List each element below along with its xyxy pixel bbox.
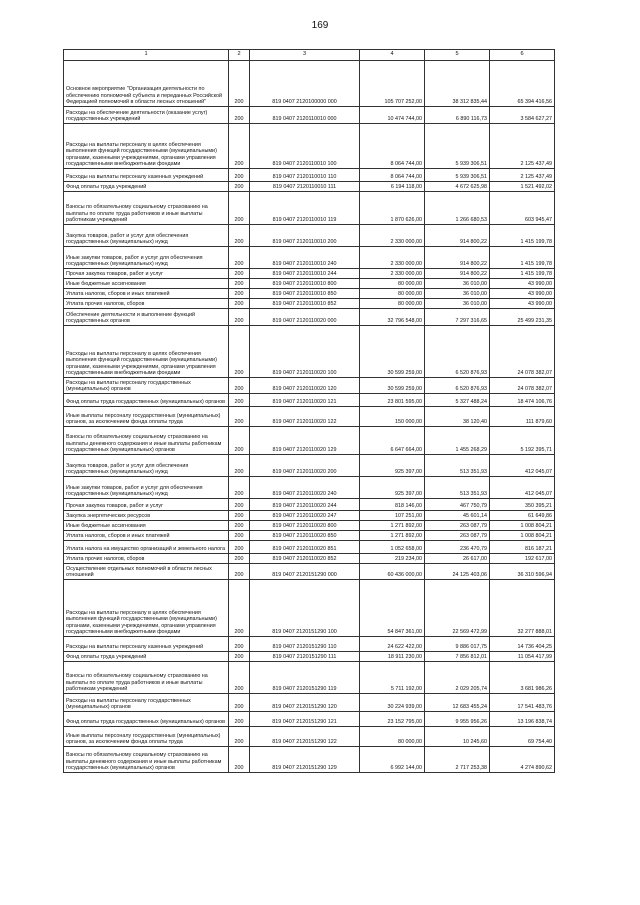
header-cell: 2 xyxy=(229,50,250,61)
row-budget-code: 819 0407 2120110020 850 xyxy=(250,531,360,541)
row-executed-amount: 5 939 306,51 xyxy=(425,169,490,182)
header-cell: 3 xyxy=(250,50,360,61)
row-executed-amount: 263 087,79 xyxy=(425,521,490,531)
row-executed-amount: 36 010,00 xyxy=(425,289,490,299)
row-remaining-amount: 43 990,00 xyxy=(490,279,555,289)
row-description: Взносы по обязательному социальному страхованию на выплаты по оплате труда работников и иные выплаты работникам учреждений xyxy=(64,662,229,694)
row-budget-code: 819 0407 2120151290 120 xyxy=(250,694,360,712)
row-remaining-amount: 2 125 437,49 xyxy=(490,124,555,169)
row-executed-amount: 2 029 205,74 xyxy=(425,662,490,694)
row-budget-code: 819 0407 2120110020 121 xyxy=(250,394,360,407)
row-approved-amount: 2 330 000,00 xyxy=(360,247,425,269)
row-remaining-amount: 13 196 838,74 xyxy=(490,712,555,727)
row-executed-amount: 6 520 876,93 xyxy=(425,378,490,394)
row-remaining-amount: 3 681 986,26 xyxy=(490,662,555,694)
row-description: Уплата налогов, сборов и иных платежей xyxy=(64,531,229,541)
table-row xyxy=(64,521,555,531)
row-executed-amount: 6 520 876,93 xyxy=(425,326,490,378)
row-executed-amount: 5 939 306,51 xyxy=(425,124,490,169)
row-type-code: 200 xyxy=(229,269,250,279)
table-row xyxy=(64,192,555,225)
row-type-code: 200 xyxy=(229,407,250,427)
row-type-code: 200 xyxy=(229,279,250,289)
row-remaining-amount: 36 310 596,94 xyxy=(490,564,555,580)
table-row xyxy=(64,326,555,378)
row-description: Закупка энергетических ресурсов xyxy=(64,511,229,521)
row-approved-amount: 23 152 795,00 xyxy=(360,712,425,727)
row-type-code: 200 xyxy=(229,192,250,225)
row-remaining-amount: 603 945,47 xyxy=(490,192,555,225)
row-type-code: 200 xyxy=(229,225,250,247)
row-budget-code: 819 0407 2120110010 240 xyxy=(250,247,360,269)
row-approved-amount: 219 234,00 xyxy=(360,554,425,564)
row-budget-code: 819 0407 2120151290 100 xyxy=(250,580,360,637)
row-type-code: 200 xyxy=(229,637,250,652)
row-approved-amount: 54 847 361,00 xyxy=(360,580,425,637)
row-description: Фонд оплаты труда учреждений xyxy=(64,182,229,192)
table-row xyxy=(64,124,555,169)
row-description: Уплата прочих налогов, сборов xyxy=(64,554,229,564)
row-budget-code: 819 0407 2120110020 851 xyxy=(250,541,360,554)
row-budget-code: 819 0407 2120151290 122 xyxy=(250,727,360,747)
row-remaining-amount: 5 192 395,71 xyxy=(490,427,555,455)
row-approved-amount: 80 000,00 xyxy=(360,727,425,747)
row-approved-amount: 105 707 252,00 xyxy=(360,61,425,107)
table-row xyxy=(64,309,555,326)
header-cell: 6 xyxy=(490,50,555,61)
row-approved-amount: 1 271 892,00 xyxy=(360,521,425,531)
row-executed-amount: 12 683 455,24 xyxy=(425,694,490,712)
table-row xyxy=(64,455,555,477)
row-description: Прочая закупка товаров, работ и услуг xyxy=(64,269,229,279)
row-type-code: 200 xyxy=(229,694,250,712)
row-budget-code: 819 0407 2120110020 200 xyxy=(250,455,360,477)
row-type-code: 200 xyxy=(229,511,250,521)
row-approved-amount: 925 397,00 xyxy=(360,455,425,477)
row-remaining-amount: 25 499 231,35 xyxy=(490,309,555,326)
row-executed-amount: 22 569 472,99 xyxy=(425,580,490,637)
row-remaining-amount: 816 187,21 xyxy=(490,541,555,554)
row-remaining-amount: 61 649,86 xyxy=(490,511,555,521)
row-remaining-amount: 4 274 890,62 xyxy=(490,747,555,773)
table-row xyxy=(64,637,555,652)
row-budget-code: 819 0407 2120110010 852 xyxy=(250,299,360,309)
row-approved-amount: 8 064 744,00 xyxy=(360,169,425,182)
row-remaining-amount: 1 521 492,02 xyxy=(490,182,555,192)
row-description: Расходы на выплаты персоналу в целях обеспечения выполнения функций государственными (муниципальными) органами, казенными учреждениями, органами управления государственными внебюджетными фондами xyxy=(64,124,229,169)
row-executed-amount: 5 327 488,24 xyxy=(425,394,490,407)
row-remaining-amount: 350 395,21 xyxy=(490,499,555,511)
budget-table xyxy=(63,49,555,773)
row-budget-code: 819 0407 2120110020 129 xyxy=(250,427,360,455)
row-remaining-amount: 17 541 483,76 xyxy=(490,694,555,712)
row-type-code: 200 xyxy=(229,169,250,182)
row-approved-amount: 18 911 230,00 xyxy=(360,652,425,662)
row-remaining-amount: 1 415 199,78 xyxy=(490,269,555,279)
row-type-code: 200 xyxy=(229,247,250,269)
row-approved-amount: 23 801 595,00 xyxy=(360,394,425,407)
row-approved-amount: 150 000,00 xyxy=(360,407,425,427)
row-description: Иные закупки товаров, работ и услуг для обеспечения государственных (муниципальных) нужд xyxy=(64,477,229,499)
table-row xyxy=(64,499,555,511)
table-row xyxy=(64,712,555,727)
row-budget-code: 819 0407 2120110010 000 xyxy=(250,107,360,124)
row-budget-code: 819 0407 2120110010 111 xyxy=(250,182,360,192)
row-description: Прочая закупка товаров, работ и услуг xyxy=(64,499,229,511)
row-remaining-amount: 1 415 199,78 xyxy=(490,247,555,269)
row-executed-amount: 9 955 956,26 xyxy=(425,712,490,727)
row-type-code: 200 xyxy=(229,394,250,407)
row-type-code: 200 xyxy=(229,182,250,192)
row-budget-code: 819 0407 2120151290 110 xyxy=(250,637,360,652)
row-budget-code: 819 0407 2120110020 800 xyxy=(250,521,360,531)
row-description: Уплата прочих налогов, сборов xyxy=(64,299,229,309)
row-budget-code: 819 0407 2120151290 000 xyxy=(250,564,360,580)
row-description: Уплата налога на имущество организаций и земельного налога xyxy=(64,541,229,554)
row-remaining-amount: 111 879,60 xyxy=(490,407,555,427)
table-row xyxy=(64,225,555,247)
row-approved-amount: 2 330 000,00 xyxy=(360,225,425,247)
row-approved-amount: 1 870 626,00 xyxy=(360,192,425,225)
row-type-code: 200 xyxy=(229,427,250,455)
row-executed-amount: 914 800,22 xyxy=(425,269,490,279)
row-remaining-amount: 43 990,00 xyxy=(490,299,555,309)
row-approved-amount: 818 146,00 xyxy=(360,499,425,511)
row-executed-amount: 6 890 116,73 xyxy=(425,107,490,124)
row-remaining-amount: 1 415 199,78 xyxy=(490,225,555,247)
row-approved-amount: 60 436 000,00 xyxy=(360,564,425,580)
row-description: Иные выплаты персоналу государственных (муниципальных) органов, за исключением фонда оплаты труда xyxy=(64,407,229,427)
row-executed-amount: 24 125 403,06 xyxy=(425,564,490,580)
row-approved-amount: 24 622 422,00 xyxy=(360,637,425,652)
row-remaining-amount: 192 617,00 xyxy=(490,554,555,564)
row-description: Основное мероприятие "Организация деятельности по обеспечению полномочий субъекта и переданных Российской Федерацией полномочий в области лесных отношений" xyxy=(64,61,229,107)
row-type-code: 200 xyxy=(229,309,250,326)
table-row xyxy=(64,394,555,407)
table-row xyxy=(64,169,555,182)
row-remaining-amount: 3 584 627,27 xyxy=(490,107,555,124)
row-description: Иные бюджетные ассигнования xyxy=(64,279,229,289)
row-description: Осуществление отдельных полномочий в области лесных отношений xyxy=(64,564,229,580)
row-approved-amount: 1 052 658,00 xyxy=(360,541,425,554)
table-row xyxy=(64,289,555,299)
row-description: Взносы по обязательному социальному страхованию на выплаты денежного содержания и иные выплаты работникам государственных (муниципальных) органов xyxy=(64,747,229,773)
row-budget-code: 819 0407 2120151290 119 xyxy=(250,662,360,694)
row-approved-amount: 2 330 000,00 xyxy=(360,269,425,279)
row-remaining-amount: 412 045,07 xyxy=(490,477,555,499)
page-number: 169 xyxy=(311,20,329,31)
row-approved-amount: 80 000,00 xyxy=(360,289,425,299)
row-budget-code: 819 0407 2120110010 110 xyxy=(250,169,360,182)
table-row xyxy=(64,511,555,521)
row-budget-code: 819 0407 2120110020 100 xyxy=(250,326,360,378)
row-type-code: 200 xyxy=(229,124,250,169)
row-executed-amount: 236 470,79 xyxy=(425,541,490,554)
row-description: Фонд оплаты труда учреждений xyxy=(64,652,229,662)
row-type-code: 200 xyxy=(229,521,250,531)
row-description: Взносы по обязательному социальному страхованию на выплаты денежного содержания и иные выплаты работникам государственных (муниципальных) органов xyxy=(64,427,229,455)
row-approved-amount: 30 599 259,00 xyxy=(360,326,425,378)
row-type-code: 200 xyxy=(229,61,250,107)
row-description: Иные закупки товаров, работ и услуг для обеспечения государственных (муниципальных) нужд xyxy=(64,247,229,269)
row-budget-code: 819 0407 2120110020 247 xyxy=(250,511,360,521)
row-executed-amount: 38 312 835,44 xyxy=(425,61,490,107)
row-description: Расходы на выплаты персоналу в целях обеспечения выполнения функций государственными (муниципальными) органами, казенными учреждениями, органами управления государственными внебюджетными фондами xyxy=(64,580,229,637)
table-row xyxy=(64,554,555,564)
table-row xyxy=(64,378,555,394)
row-executed-amount: 9 886 017,75 xyxy=(425,637,490,652)
row-remaining-amount: 65 394 416,56 xyxy=(490,61,555,107)
row-description: Расходы на выплаты персоналу государственных (муниципальных) органов xyxy=(64,378,229,394)
row-budget-code: 819 0407 2120110020 244 xyxy=(250,499,360,511)
row-approved-amount: 5 711 192,00 xyxy=(360,662,425,694)
row-type-code: 200 xyxy=(229,378,250,394)
row-approved-amount: 6 992 144,00 xyxy=(360,747,425,773)
row-executed-amount: 36 010,00 xyxy=(425,299,490,309)
row-executed-amount: 914 800,22 xyxy=(425,225,490,247)
row-remaining-amount: 32 277 888,01 xyxy=(490,580,555,637)
row-budget-code: 819 0407 2120110020 240 xyxy=(250,477,360,499)
row-description: Обеспечение деятельности и выполнение функций государственных органов xyxy=(64,309,229,326)
row-approved-amount: 30 224 939,00 xyxy=(360,694,425,712)
row-approved-amount: 8 064 744,00 xyxy=(360,124,425,169)
row-remaining-amount: 14 736 404,25 xyxy=(490,637,555,652)
row-type-code: 200 xyxy=(229,564,250,580)
row-budget-code: 819 0407 2120110020 120 xyxy=(250,378,360,394)
row-executed-amount: 10 245,60 xyxy=(425,727,490,747)
row-budget-code: 819 0407 2120151290 121 xyxy=(250,712,360,727)
row-executed-amount: 1 455 268,29 xyxy=(425,427,490,455)
row-description: Уплата налогов, сборов и иных платежей xyxy=(64,289,229,299)
row-executed-amount: 26 617,00 xyxy=(425,554,490,564)
row-remaining-amount: 11 054 417,99 xyxy=(490,652,555,662)
row-executed-amount: 7 297 316,65 xyxy=(425,309,490,326)
row-budget-code: 819 0407 2120110010 100 xyxy=(250,124,360,169)
row-approved-amount: 10 474 744,00 xyxy=(360,107,425,124)
row-remaining-amount: 69 754,40 xyxy=(490,727,555,747)
row-type-code: 200 xyxy=(229,554,250,564)
row-budget-code: 819 0407 2120100000 000 xyxy=(250,61,360,107)
row-description: Расходы на выплаты персоналу казенных учреждений xyxy=(64,169,229,182)
row-approved-amount: 80 000,00 xyxy=(360,279,425,289)
table-row xyxy=(64,407,555,427)
row-executed-amount: 513 351,93 xyxy=(425,477,490,499)
table-row xyxy=(64,182,555,192)
table-row xyxy=(64,531,555,541)
row-remaining-amount: 24 078 382,07 xyxy=(490,326,555,378)
row-executed-amount: 36 010,00 xyxy=(425,279,490,289)
row-description: Расходы на выплаты персоналу государственных (муниципальных) органов xyxy=(64,694,229,712)
row-remaining-amount: 18 474 106,76 xyxy=(490,394,555,407)
table-row xyxy=(64,727,555,747)
row-type-code: 200 xyxy=(229,107,250,124)
row-budget-code: 819 0407 2120110020 000 xyxy=(250,309,360,326)
row-executed-amount: 914 800,22 xyxy=(425,247,490,269)
row-budget-code: 819 0407 2120110010 800 xyxy=(250,279,360,289)
table-row xyxy=(64,477,555,499)
row-budget-code: 819 0407 2120151290 129 xyxy=(250,747,360,773)
table-row xyxy=(64,269,555,279)
row-description: Расходы на выплаты персоналу в целях обеспечения выполнения функций государственными (муниципальными) органами, казенными учреждениями, органами управления государственными внебюджетными фондами xyxy=(64,326,229,378)
row-approved-amount: 80 000,00 xyxy=(360,299,425,309)
table-row xyxy=(64,427,555,455)
header-cell: 5 xyxy=(425,50,490,61)
row-budget-code: 819 0407 2120110020 122 xyxy=(250,407,360,427)
row-description: Расходы на обеспечение деятельности (оказание услуг) государственных учреждений xyxy=(64,107,229,124)
row-budget-code: 819 0407 2120110010 200 xyxy=(250,225,360,247)
row-remaining-amount: 412 045,07 xyxy=(490,455,555,477)
row-remaining-amount: 2 125 437,49 xyxy=(490,169,555,182)
row-remaining-amount: 43 990,00 xyxy=(490,289,555,299)
row-type-code: 200 xyxy=(229,747,250,773)
row-type-code: 200 xyxy=(229,477,250,499)
table-row xyxy=(64,747,555,773)
row-type-code: 200 xyxy=(229,541,250,554)
row-executed-amount: 38 120,40 xyxy=(425,407,490,427)
row-type-code: 200 xyxy=(229,289,250,299)
table-row xyxy=(64,564,555,580)
row-executed-amount: 4 672 625,98 xyxy=(425,182,490,192)
row-executed-amount: 513 351,93 xyxy=(425,455,490,477)
row-description: Закупка товаров, работ и услуг для обеспечения государственных (муниципальных) нужд xyxy=(64,455,229,477)
row-approved-amount: 6 647 664,00 xyxy=(360,427,425,455)
row-budget-code: 819 0407 2120110010 119 xyxy=(250,192,360,225)
row-approved-amount: 107 251,00 xyxy=(360,511,425,521)
row-type-code: 200 xyxy=(229,499,250,511)
row-type-code: 200 xyxy=(229,652,250,662)
table-row xyxy=(64,107,555,124)
row-executed-amount: 467 750,79 xyxy=(425,499,490,511)
row-description: Иные бюджетные ассигнования xyxy=(64,521,229,531)
row-type-code: 200 xyxy=(229,531,250,541)
row-executed-amount: 1 266 680,53 xyxy=(425,192,490,225)
row-approved-amount: 1 271 892,00 xyxy=(360,531,425,541)
row-budget-code: 819 0407 2120110010 850 xyxy=(250,289,360,299)
row-type-code: 200 xyxy=(229,712,250,727)
row-type-code: 200 xyxy=(229,727,250,747)
row-approved-amount: 6 194 118,00 xyxy=(360,182,425,192)
row-executed-amount: 263 087,79 xyxy=(425,531,490,541)
header-cell: 4 xyxy=(360,50,425,61)
table-row xyxy=(64,279,555,289)
row-description: Взносы по обязательному социальному страхованию на выплаты по оплате труда работников и иные выплаты работникам учреждений xyxy=(64,192,229,225)
row-remaining-amount: 24 078 382,07 xyxy=(490,378,555,394)
row-budget-code: 819 0407 2120151290 111 xyxy=(250,652,360,662)
row-type-code: 200 xyxy=(229,455,250,477)
row-description: Фонд оплаты труда государственных (муниципальных) органов xyxy=(64,712,229,727)
row-approved-amount: 32 796 548,00 xyxy=(360,309,425,326)
row-type-code: 200 xyxy=(229,662,250,694)
table-row xyxy=(64,61,555,107)
row-description: Иные выплаты персоналу государственных (муниципальных) органов, за исключением фонда оплаты труда xyxy=(64,727,229,747)
row-type-code: 200 xyxy=(229,326,250,378)
row-description: Расходы на выплаты персоналу казенных учреждений xyxy=(64,637,229,652)
row-description: Закупка товаров, работ и услуг для обеспечения государственных (муниципальных) нужд xyxy=(64,225,229,247)
row-executed-amount: 45 601,14 xyxy=(425,511,490,521)
table-row xyxy=(64,299,555,309)
row-budget-code: 819 0407 2120110020 852 xyxy=(250,554,360,564)
table-row xyxy=(64,541,555,554)
row-description: Фонд оплаты труда государственных (муниципальных) органов xyxy=(64,394,229,407)
row-budget-code: 819 0407 2120110010 244 xyxy=(250,269,360,279)
row-executed-amount: 7 856 812,01 xyxy=(425,652,490,662)
table-row xyxy=(64,652,555,662)
row-type-code: 200 xyxy=(229,299,250,309)
table-row xyxy=(64,694,555,712)
row-remaining-amount: 1 008 804,21 xyxy=(490,521,555,531)
row-approved-amount: 925 397,00 xyxy=(360,477,425,499)
table-row xyxy=(64,580,555,637)
table-header-row xyxy=(64,50,555,61)
row-type-code: 200 xyxy=(229,580,250,637)
row-executed-amount: 2 717 253,38 xyxy=(425,747,490,773)
row-remaining-amount: 1 008 804,21 xyxy=(490,531,555,541)
header-cell: 1 xyxy=(64,50,229,61)
table-row xyxy=(64,662,555,694)
table-row xyxy=(64,247,555,269)
row-approved-amount: 30 599 259,00 xyxy=(360,378,425,394)
